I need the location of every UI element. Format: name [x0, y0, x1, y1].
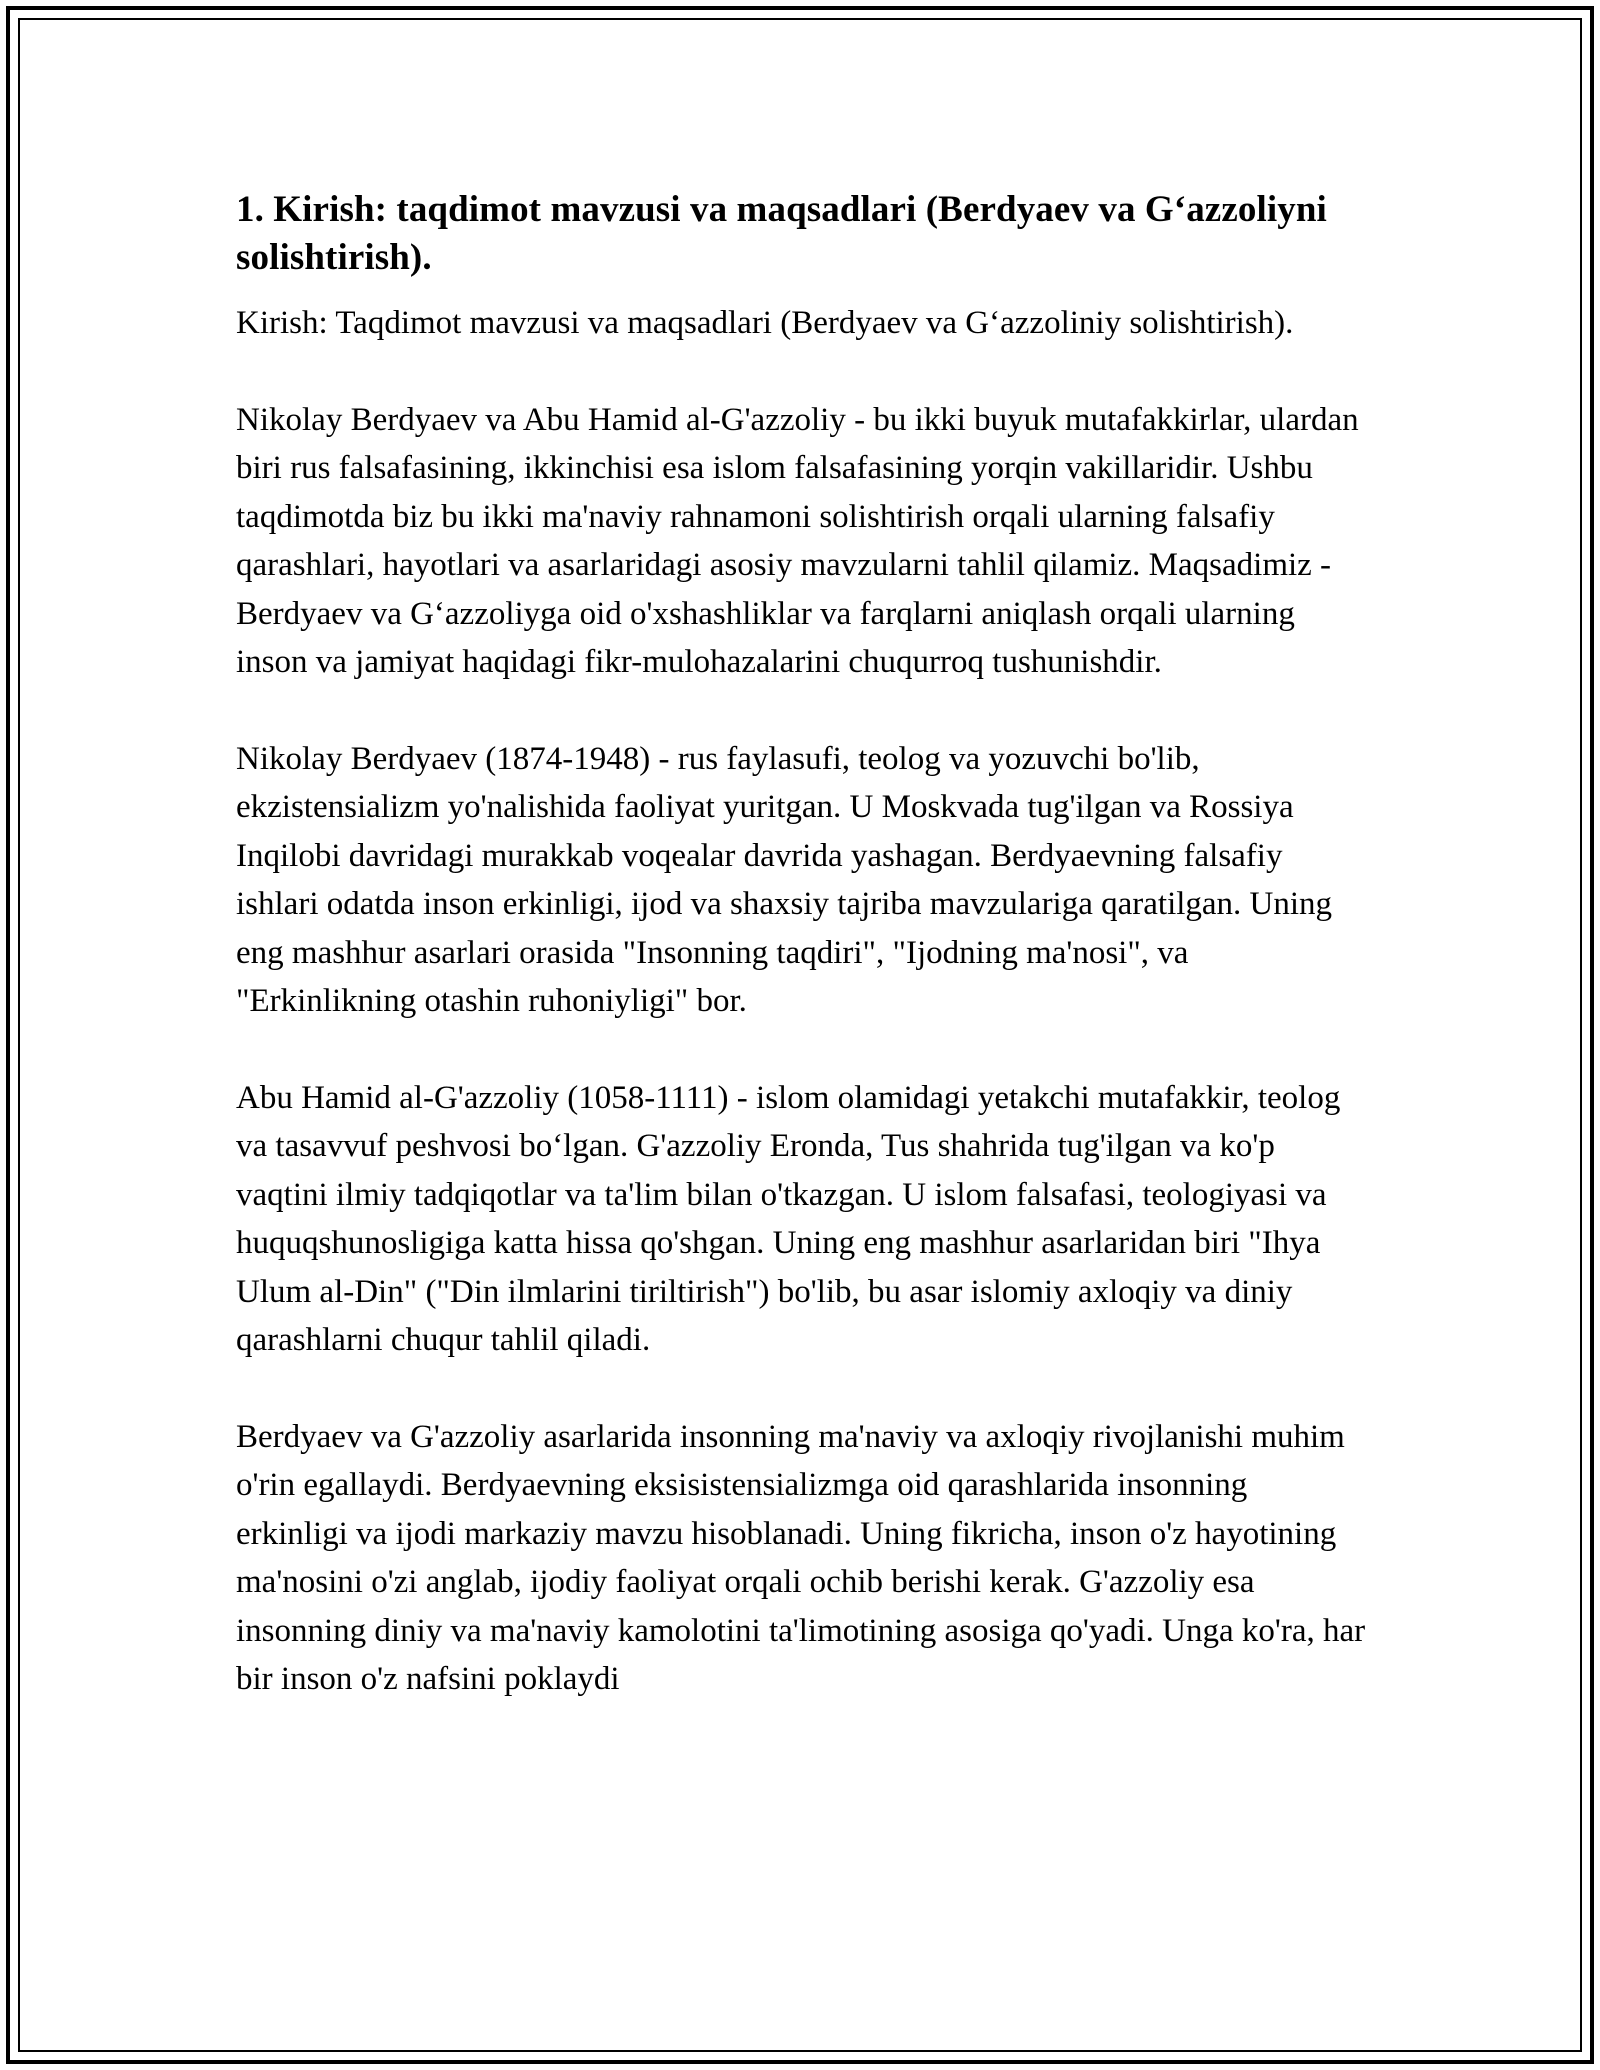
paragraph-berdyaev-bio: Nikolay Berdyaev (1874-1948) - rus faylasufi, teolog va yozuvchi bo'lib, ekzistensializm yo'nalishida faoliyat yuritgan. U Moskvada tug'ilgan va Rossiya Inqilobi davridagi murakkab voqealar davrida yashagan. Berdyaevning falsafiy ishlari odatda inson erkinligi, ijod va shaxsiy tajriba mavzulariga qaratilgan. Uning eng mashhur asarlari orasida "Insonning taqdiri", "Ijodning ma'nosi", va "Erkinlikning otashin ruhoniyligi" bor. [236, 740, 1341, 1019]
paragraph-comparison: Berdyaev va G'azzoliy asarlarida insonning ma'naviy va axloqiy rivojlanishi muhim o'rin egallaydi. Berdyaevning eksisistensializmga oid qarashlarida insonning erkinligi va ijodi markaziy mavzu hisoblanadi. Uning fikricha, inson o'z hayotining ma'nosini o'zi anglab, ijodiy faoliyat orqali ochib berishi kerak. G'azzoliy esa insonning diniy va ma'naviy kamolotini ta'limotining asosiga qo'yadi. Unga ko'ra, har bir inson o'z nafsini poklaydi [236, 1418, 1374, 1697]
paragraph-intro: Kirish: Taqdimot mavzusi va maqsadlari (Berdyaev va G‘azzoliniy solishtirish). [236, 305, 1294, 341]
document-body [236, 186, 1374, 1704]
paragraph-overview: Nikolay Berdyaev va Abu Hamid al-G'azzoliy - bu ikki buyuk mutafakkirlar, ulardan biri rus falsafasining, ikkinchisi esa islom falsafasining yorqin vakillaridir. Ushbu taqdimotda biz bu ikki ma'naviy rahnamoni solishtirish orqali ularning falsafiy qarashlari, hayotlari va asarlaridagi asosiy mavzularni tahlil qilamiz. Maqsadimiz - Berdyaev va G‘azzoliyga oid o'xshashliklar va farqlarni aniqlash orqali ularning inson va jamiyat haqidagi fikr-mulohazalarini chuqurroq tushunishdir. [236, 401, 1367, 680]
section-heading: 1. Kirish: taqdimot mavzusi va maqsadlari (Berdyaev va G‘azzoliyni solishtirish). [236, 189, 1327, 278]
paragraph-ghazali-bio: Abu Hamid al-G'azzoliy (1058-1111) - islom olamidagi yetakchi mutafakkir, teolog va tasavvuf peshvosi bo‘lgan. G'azzoliy Eronda, Tus shahrida tug'ilgan va ko'p vaqtini ilmiy tadqiqotlar va ta'lim bilan o'tkazgan. U islom falsafasi, teologiyasi va huquqshunosligiga katta hissa qo'shgan. Uning eng mashhur asarlaridan biri "Ihya Ulum al-Din" ("Din ilmlarini tiriltirish") bo'lib, bu asar islomiy axloqiy va diniy qarashlarni chuqur tahlil qiladi. [236, 1079, 1349, 1358]
